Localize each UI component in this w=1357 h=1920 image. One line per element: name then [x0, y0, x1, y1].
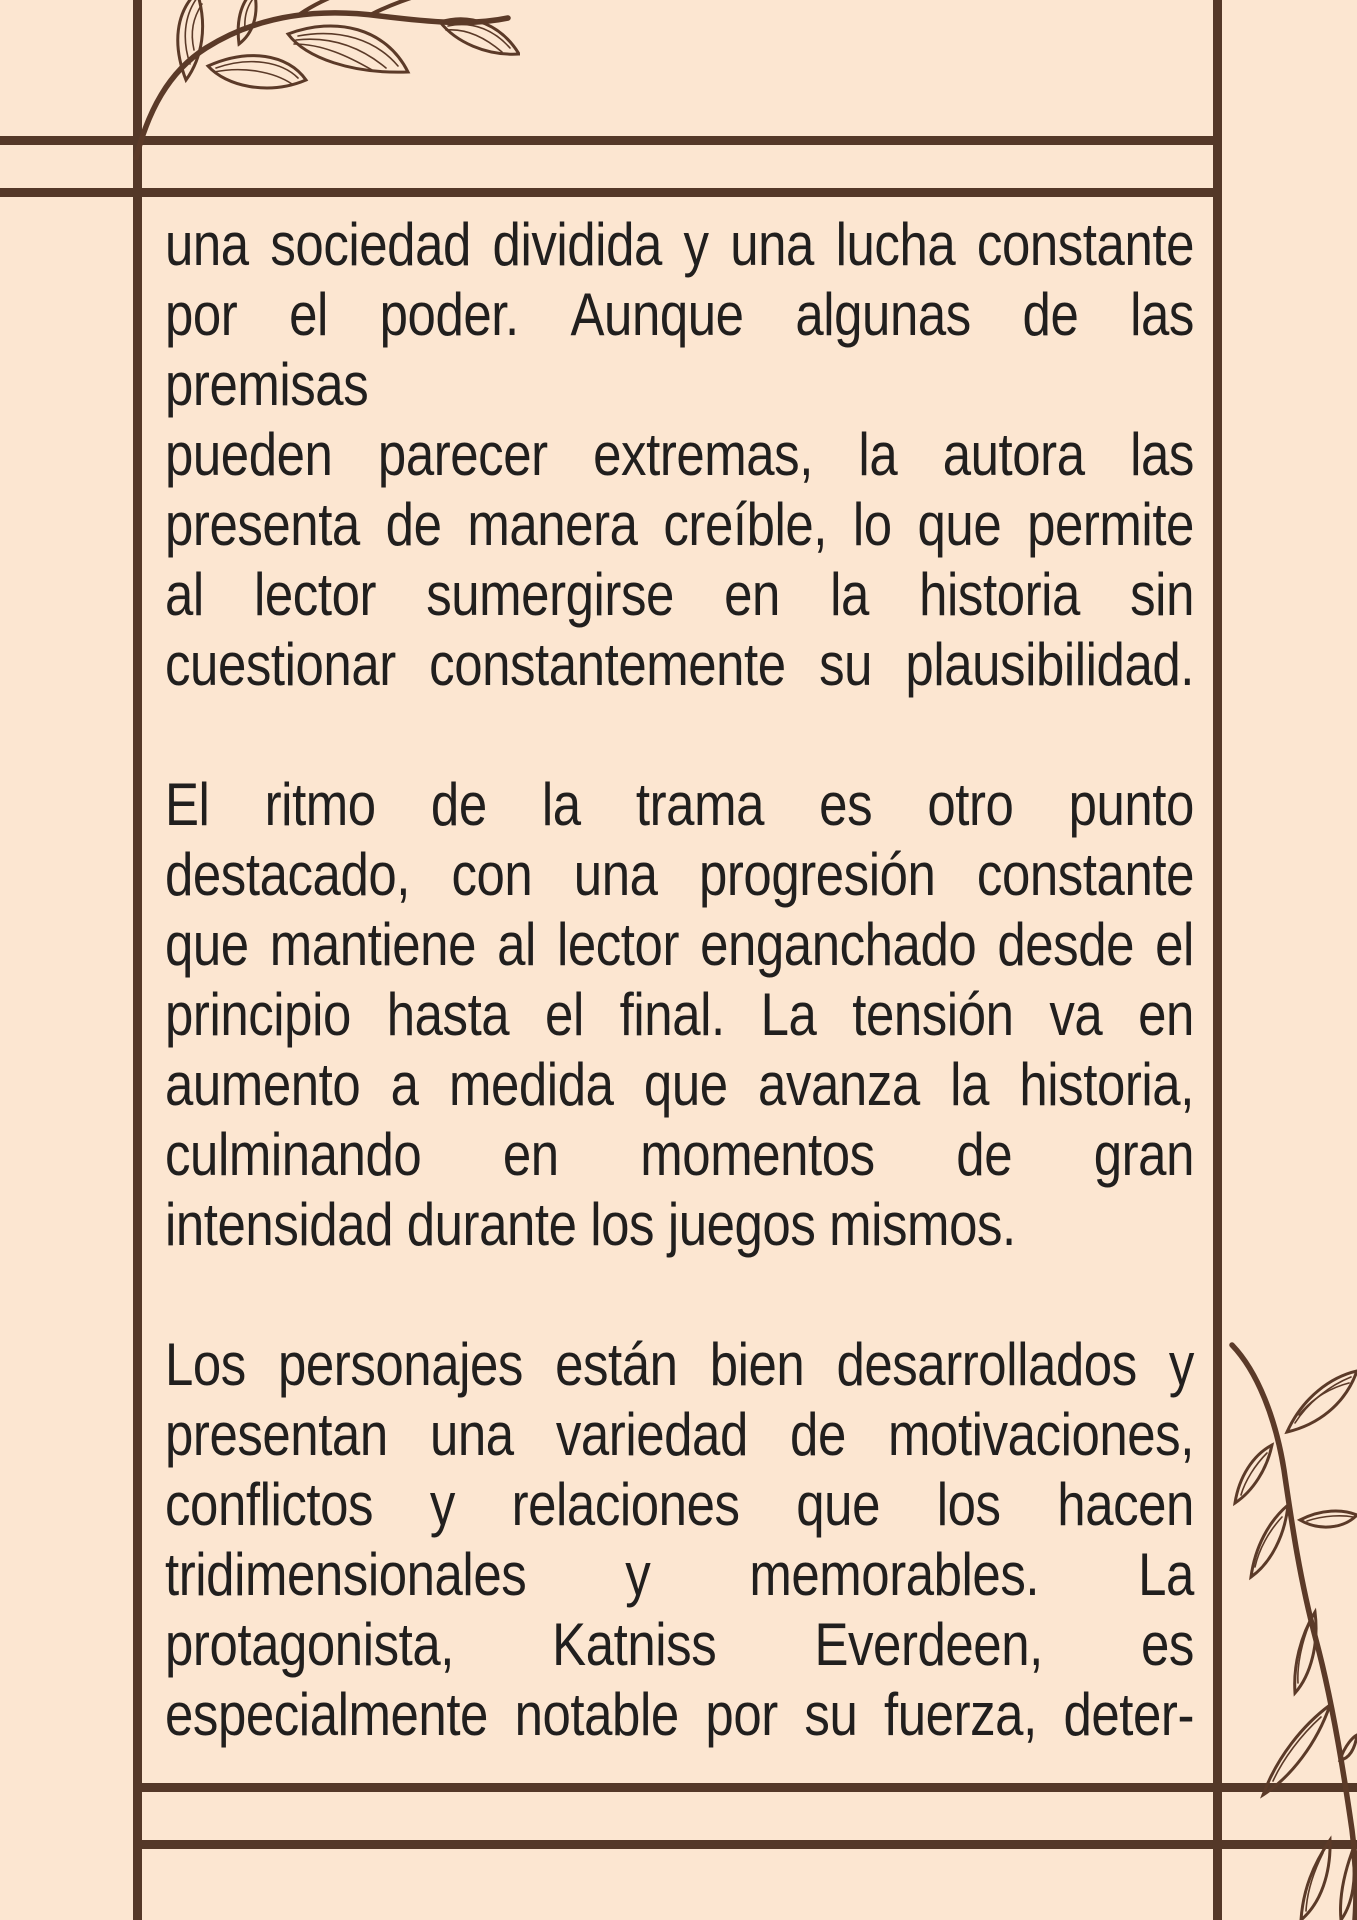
frame-top-horizontal-line-2 [0, 188, 1222, 197]
text-line: presentan una variedad de motivaciones, [165, 1401, 1194, 1468]
text-line: al lector sumergirse en la historia sin [165, 561, 1194, 628]
text-line: conflictos y relaciones que los hacen [165, 1471, 1194, 1538]
text-line: pueden parecer extremas, la autora las [165, 421, 1194, 488]
text-line: principio hasta el final. La tensión va en [165, 981, 1194, 1048]
frame-top-horizontal-line-1 [0, 136, 1222, 145]
text-line: cuestionar constantemente su plausibilidad. [165, 631, 1194, 698]
text-line: culminando en momentos de gran [165, 1121, 1194, 1188]
review-text [165, 210, 1194, 1750]
frame-bottom-horizontal-line-1 [133, 1783, 1357, 1792]
text-line: El ritmo de la trama es otro punto [165, 771, 1194, 838]
text-line: por el poder. Aunque algunas de las [165, 281, 1194, 348]
frame-left-vertical-line [133, 0, 142, 1920]
text-line: Los personajes están bien desarrollados y [165, 1331, 1194, 1398]
text-line: tridimensionales y memorables. La [165, 1541, 1194, 1608]
paragraph [165, 210, 1194, 700]
paragraph [165, 1330, 1194, 1750]
text-line: especialmente notable por su fuerza, deter- [165, 1681, 1194, 1748]
text-line: intensidad durante los juegos mismos. [165, 1191, 1016, 1258]
text-line: que mantiene al lector enganchado desde el [165, 911, 1194, 978]
paragraph [165, 770, 1194, 1260]
text-line: protagonista, Katniss Everdeen, es [165, 1611, 1194, 1678]
text-line: una sociedad dividida y una lucha constante [165, 211, 1194, 278]
frame-bottom-horizontal-line-2 [133, 1840, 1357, 1849]
frame-right-vertical-line [1213, 0, 1222, 1920]
text-line: destacado, con una progresión constante [165, 841, 1194, 908]
bottom-right-leaf-branch-illustration [1185, 1325, 1357, 1920]
text-line: presenta de manera creíble, lo que permite [165, 491, 1194, 558]
text-line: aumento a medida que avanza la historia, [165, 1051, 1194, 1118]
text-line: premisas [165, 351, 369, 418]
